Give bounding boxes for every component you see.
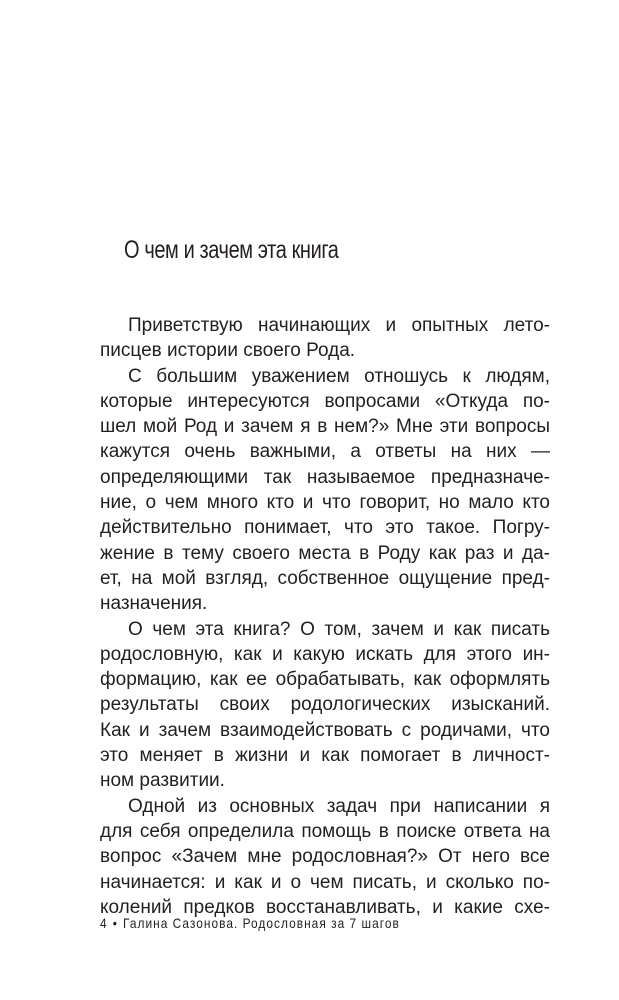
text-line: которые интересуются вопросами «Откуда по- bbox=[100, 390, 550, 412]
page-footer bbox=[100, 913, 400, 933]
text-line: Как и зачем взаимодействовать с родичами, что bbox=[100, 719, 550, 741]
text-line: Приветствую начинающих и опытных лето- bbox=[128, 315, 550, 336]
text-line: ние, о чем много кто и что говорит, но мало кто bbox=[100, 492, 550, 514]
text-line: С большим уважением отношусь к людям, bbox=[128, 365, 550, 387]
text-line: формацию, как ее обрабатывать, как оформлять bbox=[100, 669, 550, 691]
text-line: назначения. bbox=[100, 593, 208, 615]
text-line: результаты своих родологических изысканий. bbox=[100, 694, 550, 716]
text-line: вопрос «Зачем мне родословная?» От него все bbox=[100, 846, 550, 868]
text-line: колений предков восстанавливать, и какие схе- bbox=[100, 896, 550, 918]
text-line: жение в тему своего места в Роду как раз и да- bbox=[100, 542, 550, 564]
text-line: для себя определила помощь в поиске ответа на bbox=[100, 820, 550, 842]
text-line: действительно понимает, что это такое. Погру- bbox=[100, 517, 550, 539]
running-head: Галина Сазонова. Родословная за 7 шагов bbox=[123, 915, 400, 931]
text-line: родословную, как и какую искать для этого ин- bbox=[100, 643, 550, 665]
text-line: Одной из основных задач при написании я bbox=[128, 795, 550, 817]
text-line: ет, на мой взгляд, собственное ощущение пред- bbox=[100, 567, 550, 589]
bullet-separator: • bbox=[112, 915, 118, 931]
text-line: ном развитии. bbox=[100, 770, 225, 792]
text-line: определяющими так называемое предназначе- bbox=[100, 466, 550, 488]
text-line: это меняет в жизни и как помогает в личност- bbox=[100, 745, 550, 767]
page-number: 4 bbox=[100, 915, 108, 931]
text-line: начинается: и как и о чем писать, и сколько по- bbox=[100, 871, 550, 893]
text-line: шел мой Род и зачем я в нем?» Мне эти вопросы bbox=[100, 416, 550, 438]
text-line: писцев истории своего Рода. bbox=[100, 340, 356, 362]
text-line: О чем эта книга? О том, зачем и как писать bbox=[128, 618, 550, 640]
chapter-title: О чем и зачем эта книга bbox=[124, 236, 339, 264]
text-line: кажутся очень важными, а ответы на них — bbox=[100, 441, 550, 463]
body-text bbox=[100, 313, 550, 920]
